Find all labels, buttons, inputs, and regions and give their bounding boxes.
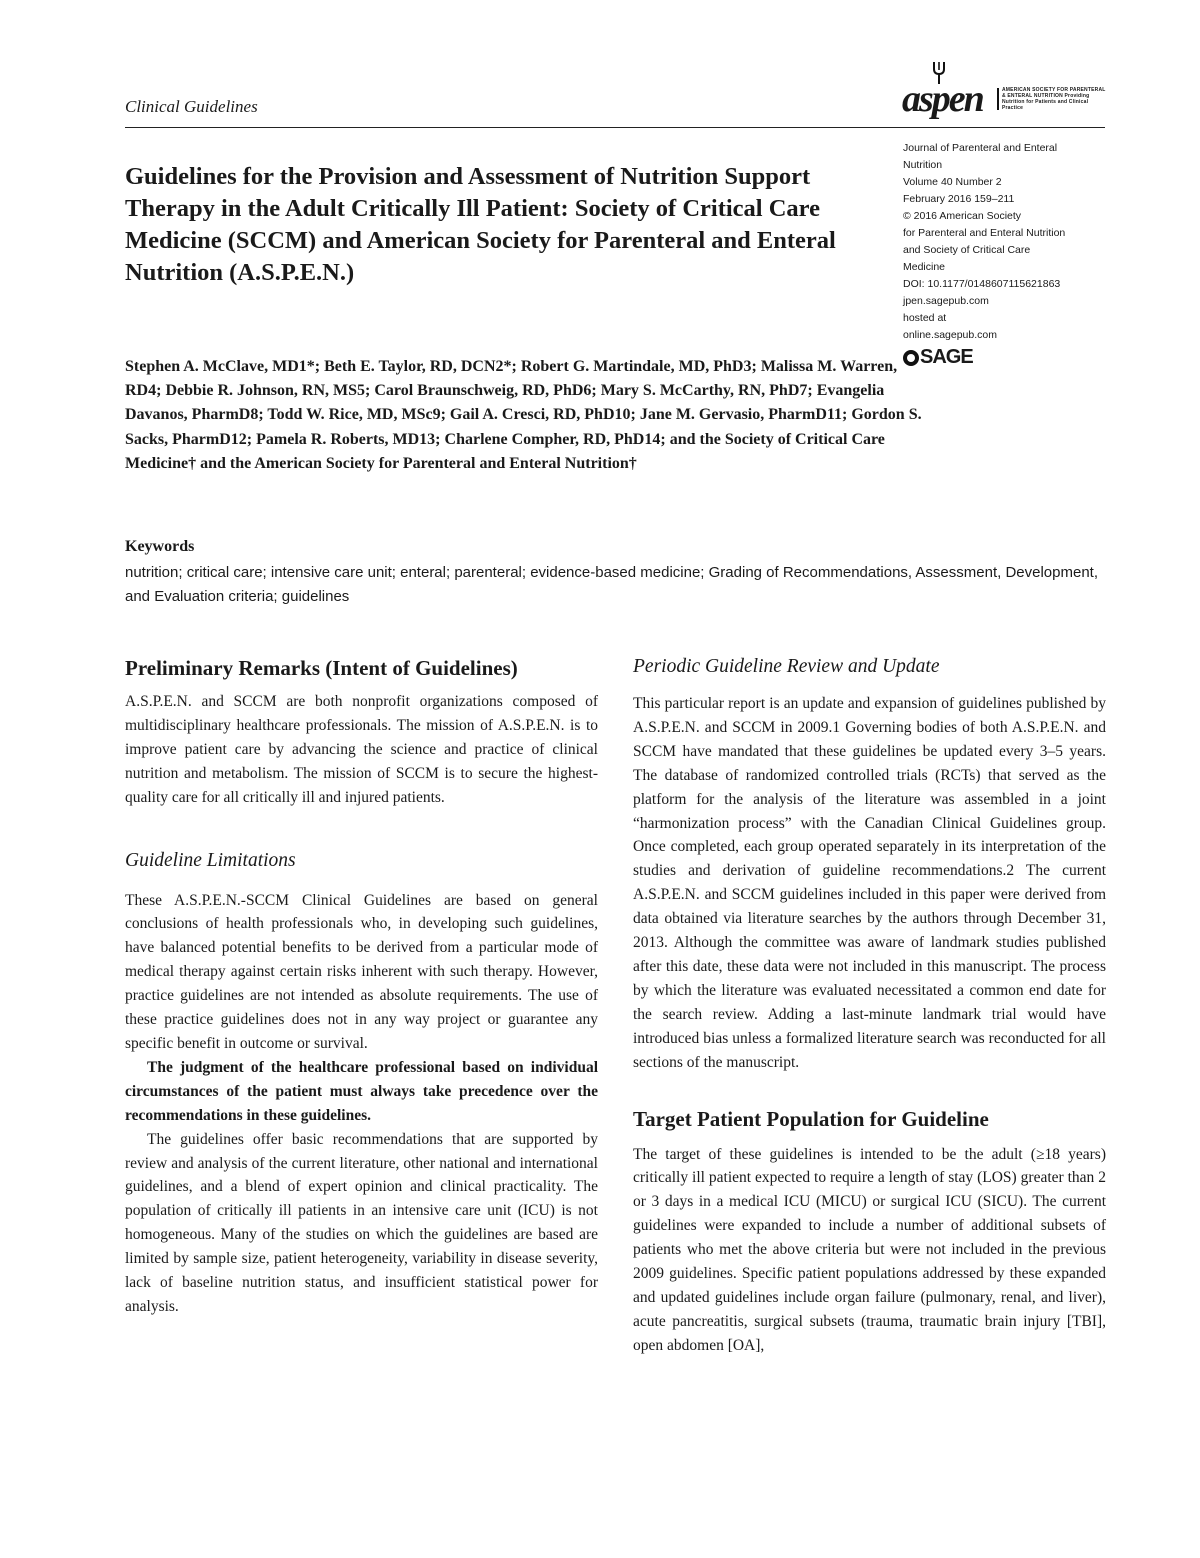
review-paragraph: This particular report is an update and expansion of guidelines published by A.S.P.E.N. and SCCM in 2009.1 Governing bodies of both A.S.P.E.N. and SCCM have mandated that these guidelines be updated every 3–5 years. The database of randomized controlled trials (RCTs) that served as the platform for the analysis of the literature was assembled in a joint “harmonization process” with the Canadian Clinical Guidelines group. Once completed, each group operated separately in its interpretation of the studies and derivation of guideline recommendations.2 The current A.S.P.E.N. and SCCM guidelines included in this paper were derived from data obtained via literature searches by the authors through December 31, 2013. Although the committee was aware of landmark studies published after this date, these data were not included in this manuscript. The process by which the literature was evaluated necessitated a common end date for the search review. Adding a last-minute landmark trial would have introduced bias unless a formalized literature search was reconducted for all sections of the manuscript.	[633, 695, 1106, 1071]
aspen-logo-tagline: AMERICAN SOCIETY FOR PARENTERAL & ENTERAL NUTRITION Providing Nutrition for Patients and Clinical Practice	[1002, 87, 1106, 111]
logo-divider	[997, 88, 999, 110]
preliminary-paragraph: A.S.P.E.N. and SCCM are both nonprofit organizations composed of multidisciplinary healthcare professionals. The mission of A.S.P.E.N. is to improve patient care by advancing the science and practice of clinical nutrition and metabolism. The mission of SCCM is to secure the highest-quality care for all critically ill and injured patients.	[125, 693, 598, 806]
article-title: Guidelines for the Provision and Assessment of Nutrition Support Therapy in the Adult Critically Ill Patient: Society of Critical Care Medicine (SCCM) and American Society for Parenteral and Enteral Nutrition (A.S.P.E.N.)	[125, 163, 836, 286]
keywords-heading: Keywords	[125, 538, 195, 555]
author-list: Stephen A. McClave, MD1*; Beth E. Taylor, RD, DCN2*; Robert G. Martindale, MD, PhD3; Malissa M. Warren, RD4; Debbie R. Johnson, RN, MS5; Carol Braunschweig, RD, PhD6; Mary S. McCarthy, RN, PhD7; Evangelia Davanos, PharmD8; Todd W. Rice, MD, MSc9; Gail A. Cresci, RD, PhD10; Jane M. Gervasio, PharmD11; Gordon S. Sacks, PharmD12; Pamela R. Roberts, MD13; Charlene Compher, RD, PhD14; and the Society of Critical Care Medicine† and the American Society for Parenteral and Enteral Nutrition†	[125, 358, 922, 472]
header-rule	[125, 127, 1105, 128]
journal-info-line: jpen.sagepub.com	[903, 295, 989, 307]
left-column	[125, 654, 598, 1319]
journal-info	[903, 140, 1108, 344]
target-paragraph: The target of these guidelines is intended to be the adult (≥18 years) critically ill patient expected to require a length of stay (LOS) greater than 2 or 3 days in a medical ICU (MICU) or surgical ICU (SICU). The current guidelines were expanded to include a number of additional subsets of patients who met the above criteria but were not included in the previous 2009 guidelines. Specific patient populations addressed by these expanded and updated guidelines include organ failure (pulmonary, renal, and liver), acute pancreatitis, surgical subsets (trauma, traumatic brain injury [TBI], open abdomen [OA],	[633, 1145, 1106, 1354]
keywords-text: nutrition; critical care; intensive care unit; enteral; parenteral; evidence-based medicine; Grading of Recommendations, Assessment, Development, and Evaluation criteria; guidelines	[125, 564, 1098, 605]
aspen-logo	[902, 62, 1107, 122]
running-head: Clinical Guidelines	[125, 97, 258, 116]
section-heading-review: Periodic Guideline Review and Update	[633, 656, 940, 677]
journal-info-line: hosted at	[903, 312, 947, 324]
journal-info-line: online.sagepub.com	[903, 329, 997, 341]
section-heading-preliminary: Preliminary Remarks (Intent of Guidelines)	[125, 656, 518, 680]
journal-info-line: Nutrition	[903, 159, 943, 171]
journal-info-line: February 2016 159–211	[903, 193, 1015, 205]
limitations-paragraph-2: The judgment of the healthcare professional based on individual circumstances of the patient must always take precedence over the recommendations in these guidelines.	[125, 1058, 598, 1124]
journal-info-line: and Society of Critical Care	[903, 244, 1031, 256]
journal-info-line: © 2016 American Society	[903, 210, 1022, 222]
journal-info-line: Medicine	[903, 261, 946, 273]
journal-info-line: for Parenteral and Enteral Nutrition	[903, 227, 1066, 239]
right-column	[633, 654, 1106, 1358]
journal-info-line: Volume 40 Number 2	[903, 176, 1002, 188]
journal-info-line: DOI: 10.1177/0148607115621863	[903, 278, 1061, 290]
section-heading-limitations: Guideline Limitations	[125, 849, 296, 871]
limitations-paragraph-3: The guidelines offer basic recommendations that are supported by review and analysis of the current literature, other national and international guidelines, and a blend of expert opinion and clinical practicality. The population of critically ill patients in an intensive care unit (ICU) is not homogeneous. Many of the studies on which the guidelines are based are limited by sample size, patient heterogeneity, variability in disease severity, lack of baseline nutrition status, and insufficient statistical power for analysis.	[125, 1130, 598, 1315]
section-heading-target: Target Patient Population for Guideline	[633, 1106, 989, 1131]
sage-logo-word: SAGE	[920, 346, 973, 368]
aspen-logo-word: aspen	[902, 78, 983, 120]
limitations-paragraph-1: These A.S.P.E.N.-SCCM Clinical Guidelines are based on general conclusions of health professionals who, in developing such guidelines, have balanced potential benefits to be derived from a particular mode of medical therapy against certain risks inherent with such therapy. However, practice guidelines are not intended as absolute requirements. The use of these practice guidelines does not in any way project or guarantee any specific benefit in outcome or survival.	[125, 891, 598, 1052]
journal-info-line: Journal of Parenteral and Enteral	[903, 142, 1058, 154]
